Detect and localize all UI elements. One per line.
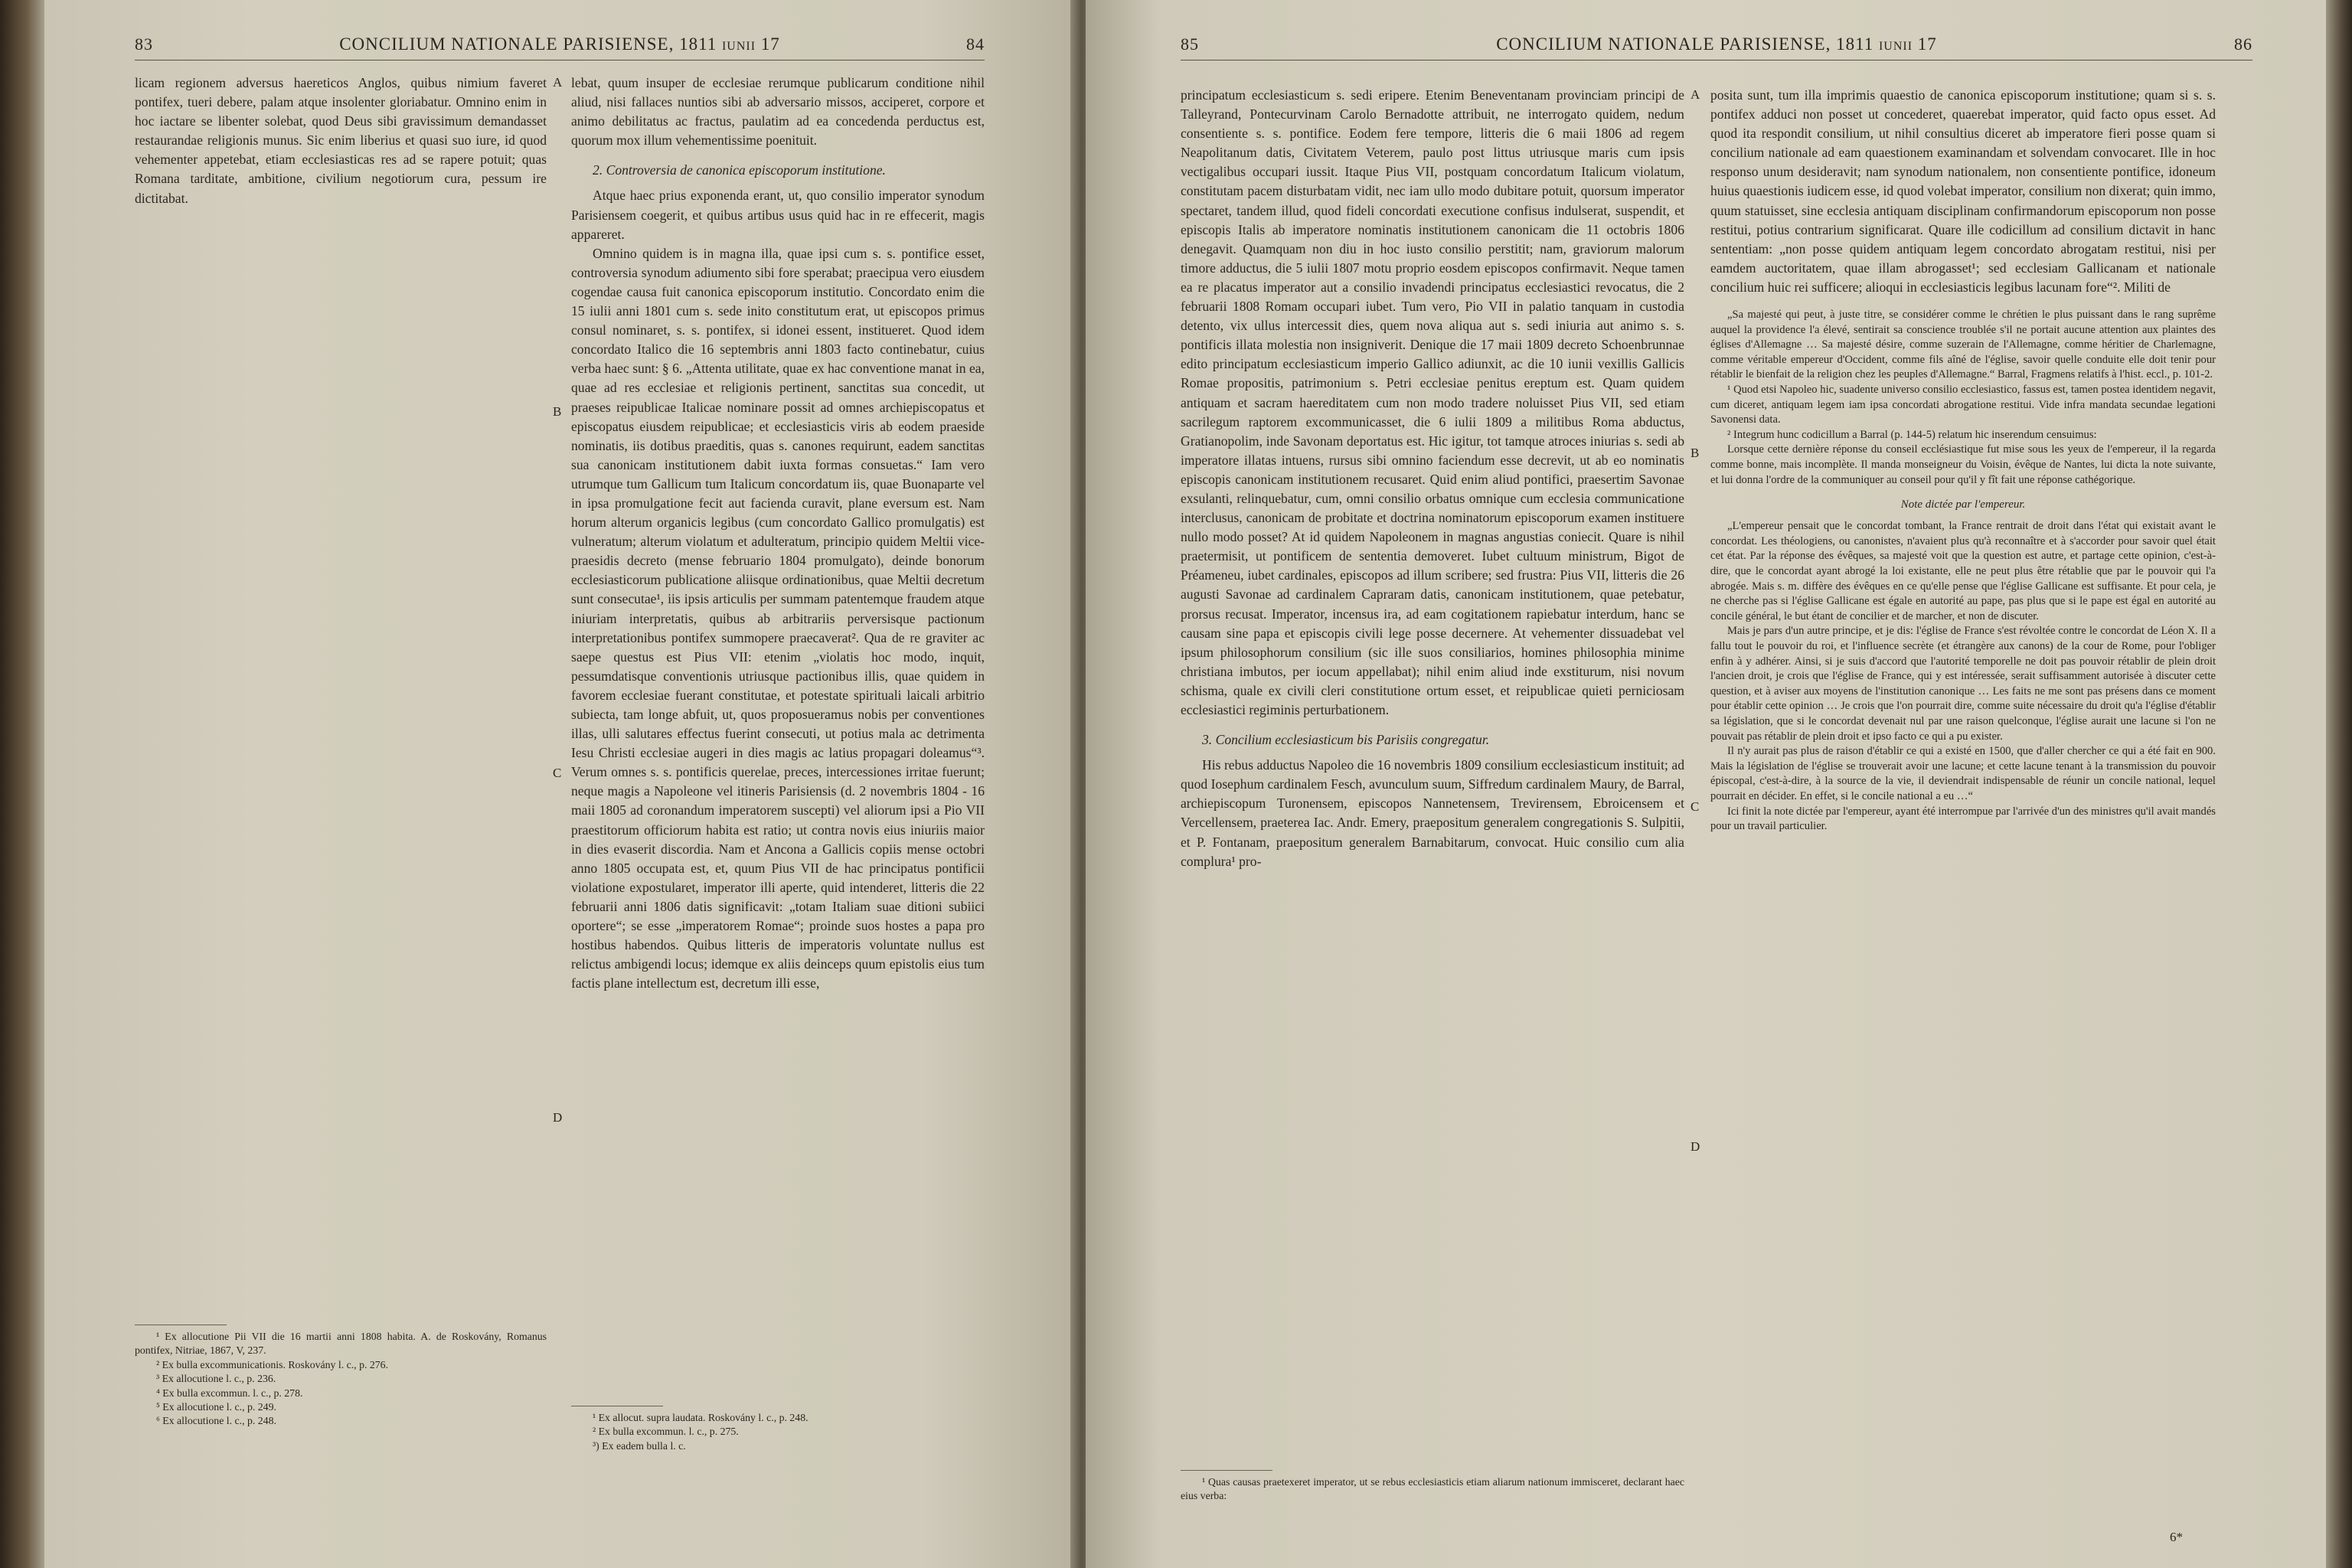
- left-column-1-footnotes: [135, 1325, 547, 1516]
- french-note: Il n'y aurait pas plus de raison d'établir ce qui a existé en 1500, que d'aller chercher ce qui a été fait en 900. Mais la législation de l'église se trouverait avoir une lacune; et cette lacune tenant à la transmission du pouvoir épiscopal, c'est-à-dire, à la source de la vie, il deviendrait indispensable de réunir un concile national, lequel pourrait en décider. En effet, si le concile national a eu …“: [1710, 745, 2216, 802]
- book-edge-left: [0, 0, 44, 1568]
- french-note: Mais je pars d'un autre principe, et je dis: l'église de France s'est révoltée contre le concordat de Léon X. Il a fallu tout le pouvoir du roi, et l'influence secrète (et étrangère aux canons) de la cour de Rome, pour l'obliger enfin à y adhérer. Ainsi, si je suis d'accord que l'autorité temporelle ne doit pas pouvoir rétablir de plein droit l'ancien droit, je crois que l'église de France, qui y est intéressée, serait suffisamment autorisée à discuter cette question, et à aviser aux moyens de l'institution canonique … Les faits ne me sont pas présens dans ce moment pour établir cette opinion … Je crois que l'on pourrait dire, comme suite nécessaire du droit qu'a l'église d'établir sa législation, que si le concordat devenait nul par une raison quelconque, l'église aurait une lacune si l'on ne pouvait pas rétablir de plein droit et ipso facto ce qui a pu exister.: [1710, 625, 2216, 743]
- margin-letter-c: C: [1690, 799, 1700, 814]
- signature-mark: 6*: [2170, 1530, 2183, 1544]
- footnote: ³ Ex allocutione l. c., p. 236.: [156, 1373, 276, 1385]
- french-note: „Sa majesté qui peut, à juste titre, se considérer comme le chrétien le plus puissant dans le rang suprême auquel la providence l'a élevé, sentirait sa conscience troublée s'il ne portait aucune attention aux plaintes des églises d'Allemagne … Sa majesté désire, comme suzerain de l'Allemagne, comme héritier de Charlemagne, comme véritable empereur d'Occident, comme fils aîné de l'église, savoir quelle conduite elle doit tenir pour rétablir le bienfait de la religion chez les peuples d'Allemagne.“ Barral, Fragmens relatifs à l'hist. eccl., p. 101-2.: [1710, 309, 2216, 381]
- paragraph: posita sunt, tum illa imprimis quaestio de canonica episcoporum institutione; quam si s. s. pontifex adduci non posset ut concederet, quaerebat imperator, quid facto opus esset. Ad quod ita respondit consilium, ut nihil consultius diceret ab imperatore fieri posse quam si concilium nationale ad eam quaestionem examinandam et solvendam convocaret. Ille in hoc responso unum desideravit; nam synodum nationalem, non consentiente pontifice, idoneum huius quaestionis iudicem esse, id quod volebat imperator, consilium non dixerat; quin immo, quum statuisset, sine ecclesia antiquam disciplinam confirmandorum episcoporum non posse restitui, potius contrarium significarat. Quare ille codicillum ad consilium dictavit in hanc sententiam: „non posse quidem antiquam legem concordato abrogatam restitui, nisi per eamdem auctoritatem, quae illam abrogasset¹; sed ecclesiam Gallicanam et nationale concilium huic rei sufficere; alioqui in ecclesiasticis legibus lacunam fore“². Militi de: [1710, 87, 2216, 295]
- left-running-head: [135, 29, 985, 60]
- footnote: ⁵ Ex allocutione l. c., p. 249.: [156, 1401, 276, 1413]
- footnote: ¹ Quas causas praetexeret imperator, ut se rebus ecclesiasticis etiam aliarum nationum immisceret, declarant haec eius verba:: [1181, 1476, 1684, 1502]
- note-heading: Note dictée par l'empereur.: [1900, 498, 2026, 511]
- right-column-1-footnotes: [1181, 1470, 1684, 1531]
- french-note: ¹ Quod etsi Napoleo hic, suadente universo consilio ecclesiastico, fassus est, tamen postea identidem negavit, cum diceret, antiquam legem iam ipsa concordati abrogatione restitui. Vide infra mandata secundae legationi Savonensi data.: [1710, 384, 2216, 426]
- right-column-1: [1181, 86, 1684, 1464]
- french-note: Lorsque cette dernière réponse du conseil ecclésiastique fut mise sous les yeux de l'empereur, il la regarda comme bonne, mais incomplète. Il manda monseigneur du Voisin, évêque de Nantes, lui dicta la note suivante, et lui donna l'ordre de la communiquer au conseil pour qu'il y fît fait une réponse cathégorique.: [1710, 443, 2216, 486]
- book-edge-right: [2326, 0, 2352, 1568]
- margin-letter-a: A: [553, 75, 563, 90]
- footnote: ¹ Ex allocutione Pii VII die 16 martii anni 1808 habita. A. de Roskovány, Romanus pontifex, Nitriae, 1867, V, 237.: [135, 1331, 547, 1357]
- page-number-86: 86: [2234, 34, 2252, 54]
- right-page: [1086, 0, 2326, 1568]
- margin-letter-d: D: [553, 1110, 563, 1125]
- section-heading-2: 2. Controversia de canonica episcoporum institutione.: [593, 162, 886, 178]
- paragraph: principatum ecclesiasticum s. sedi eripere. Etenim Beneventanam provinciam principi de Talleyrand, Pontecurvinam Carolo Bernadotte attribuit, ne interrogato quidem, nedum consentiente s. s. pontifice. Eodem fere tempore, litteris die 6 maii 1806 ad regem Neapolitanum datis, Civitatem Veterem, paulo post littus utriusque maris cum ipsis vectigalibus occupari iussit. Itaque Pius VII, postquam concordatum Italicum violatum, constitutam pacem disturbatam vidit, nec iam ullo modo dubitare potuit, quorsum imperator spectaret, tandem illud, quod fideli concordati executione confisus indulserat, suspendit, et episcopis Italis ab imperatore nominatis institutionem canonicam die 11 octobris 1806 denegavit. Quamquam non diu in hoc iusto consilio perstitit; nam, graviorum malorum timore adductus, die 5 iulii 1807 motu proprio eosdem episcopos confirmavit. Neque tamen ea re placatus imperator aut a consilio invadendi principatus ecclesiastici revocatus, die 2 februarii 1808 Romam occupari iubet. Tum vero, Pio VII in palatio tanquam in custodia detento, vix ullus intercessit dies, quem nova aliqua aut s. sedi iniuria aut animo s. s. pontificis illata molestia non insigniverit. Denique die 17 maii 1809 decreto Schoenbrunnae edito principatum ecclesiasticum imperio Gallico adiunxit, ac die 10 iunii vexillis Gallicis Romae propositis, patrimonium s. Petri ecclesiae penitus ereptum est. Quam quidem antiquam et sacram haereditatem cum non modo tradere noluisset Pius VII, sed etiam sacrilegum raptorem excommunicasset, die 6 iulii 1809 a militibus Roma abductus, Gratianopolim, inde Savonam deportatus est. Hic igitur, tot tamque atroces iniurias s. sedi ab imperatore illatas intuens, rursus sibi omnino faciendum esse decrevit, ut ab eo nominatis episcopis canonicam institutionem recusaret. Quid enim aliud pontifici, praesertim Savonae exsulanti, relinquebatur, cum, omni consilio orbatus omnique cum ecclesia communicatione interclusus, canonicam de probitate et doctrina nominatorum episcoporum examen instituere nullo modo posset? At id quidem Napoleonem in magnas angustias coniecit. Quare is nihil praetermisit, ut pontificem de sententia demoveret. Iubet cultuum ministrum, Bigot de Préameneu, iubet cardinales, episcopos ad illum scribere; sed frustra: Pius VII, litteris die 26 augusti Savonae ad cardinalem Capraram datis, canonicam institutionem, quae petebatur, prorsus recusat. Imperator, incensus ira, ad eam cogitationem rapiebatur interdum, hanc se causam sine papa et episcopis civili lege posse decernere. At vehementer dissuadebat vel ipsum philosophorum consilium (sic ille suos consiliarios, homines philosophia minime christiana imbutos, per iocum appellabat); nihil enim aliud inde exstiturum, nisi novum schisma, quale ex civili cleri constitutione ortum esset, et reipublicae quieti perniciosam ecclesiastici regiminis perturbationem.: [1181, 87, 1684, 717]
- paragraph: Omnino quidem is in magna illa, quae ipsi cum s. s. pontifice esset, controversia synodum adiumento sibi fore sperabat; praecipua vero eiusdem cogendae causa fuit canonica episcoporum institutio. Concordato enim die 15 iulii anni 1801 cum s. sede inito constitutum erat, ut episcopos primus consul nominaret, s. s. pontifex, si idonei essent, institueret. Quod idem concordato Italico die 16 septembris anni 1803 facto continebatur, cuius verba haec sunt: § 6. „Attenta utilitate, quae ex hac conventione manat in ea, quae ad res ecclesiae et religionis pertinent, sanctitas sua concedit, ut praeses reipublicae Italicae nominare possit ad omnes archiepiscopatus et episcopatus eiusdem reipublicae; et ecclesiasticis viris ab eodem praeside nominatis, iis dotibus praeditis, quas s. canones requirunt, eadem sanctitas sua canonicam institutionem dabit iuxta formas consuetas.“ Iam vero utrumque tum Gallicum tum Italicum concordatum iis, quae Buonaparte vel in ipsa promulgatione fecit aut facienda curavit, plane eversum est. Nam horum alterum organicis legibus (cum concordato Gallico promulgatis) est vulneratum; alterum violatum et adulteratum, principio quidem Meltii vice-praesidis decreto (mense februario 1804 promulgato), deinde bonorum ecclesiasticorum publicatione aliisque ordinationibus, quae Meltii decretum sunt consecutae¹, iis ipsis articulis per summam patentemque fraudem atque iniuriam interpretatis, quibus ab arbitrariis perversisque pactionum interpretationibus pontifex summopere praecaverat². Qua de re graviter ac saepe questus est Pius VII: etenim „violatis hoc modo, inquit, pessumdatisque conventionis utriusque pactionibus illis, quae quidem in favorem ecclesiae fuerant constitutae, et potestate spirituali laicali arbitrio subiecta, tam longe abfuit, ut, quos proposueramus nobis per conventiones illas, ulli salutares effectus fuerint consecuti, ut potius mala ac detrimenta Iesu Christi ecclesiae augeri in dies magis ac latius propagari doleamus“³. Verum omnes s. s. pontificis querelae, preces, intercessiones irritae fuerunt; neque magis a Napoleone vel itineris Parisiensis (d. 2 novembris 1804 - 16 maii 1805 ad coronandum imperatorem suscepti) vel aliorum ipsi a Pio VII praestitorum officiorum habita est ratio; ut contra novis eius iniuriis maior in dies evaserit discordia. Nam et Ancona a Gallicis copiis mense octobri anno 1805 occupata est, et, quum Pius VII de hac principatus pontificii violatione expostularet, imperator illi aperte, quid intenderet, litteris die 22 februarii anni 1806 datis significavit: „totam Italiam suae ditioni subiici oportere“; se esse „imperatorem Romae“; proinde suos hostes a papa pro hostibus habendos. Quibus litteris de imperatoris voluntate nullus est relictus ambigendi locus; idemque ex aliis deinceps quum epistolis eius tum factis plane intellectum est, decretum illi esse,: [571, 245, 985, 991]
- margin-letter-d: D: [1690, 1139, 1700, 1154]
- margin-letter-a: A: [1690, 87, 1700, 102]
- margin-letter-b: B: [1690, 446, 1700, 460]
- section-heading-3: 3. Concilium ecclesiasticum bis Parisiis congregatur.: [1202, 732, 1490, 748]
- running-title: CONCILIUM NATIONALE PARISIENSE, 1811 iunii 17: [339, 34, 780, 54]
- paragraph: licam regionem adversus haereticos Anglos, quibus nimium faveret pontifex, tueri debere, palam atque insolenter gloriabatur. Omnino enim in hoc iactare se libenter solebat, quod Deus sibi gravissimum demandasset restaurandae religionis munus. Sic enim liberius et quasi suo iure, id quod vehementer appetebat, etiam ecclesiasticas res ad se rapere potuit; quas Romana tarditate, ambitione, civilium negotiorum cura, pessum ire dictitabat.: [135, 75, 547, 206]
- footnote-rule: [1181, 1470, 1272, 1471]
- footnote: ³) Ex eadem bulla l. c.: [593, 1439, 686, 1452]
- right-running-head: [1181, 29, 2252, 60]
- margin-letter-c: C: [553, 766, 562, 780]
- footnote: ⁶ Ex allocutione l. c., p. 248.: [156, 1415, 276, 1427]
- right-column-2: [1710, 86, 2216, 1525]
- footnote: ² Ex bulla excommun. l. c., p. 275.: [593, 1426, 739, 1438]
- running-title: CONCILIUM NATIONALE PARISIENSE, 1811 iunii 17: [1496, 34, 1937, 54]
- footnote: ¹ Ex allocut. supra laudata. Roskovány l. c., p. 248.: [593, 1412, 808, 1423]
- french-note: „L'empereur pensait que le concordat tombant, la France rentrait de droit dans l'état qui existait avant le concordat. Les théologiens, ou canonistes, n'avaient plus qu'à reconnaître et à s'accorder pour savoir quel était cet état. Par la réponse des évêques, sa majesté voit que la question est autre, et partage cette opinion, c'est-à-dire, que le concordat ayant abrogé la loi existante, elle ne peut plus être rétablie que par le pouvoir qui l'a abrogée. Mais s. m. diffère des évêques en ce qu'elle pense que l'église Gallicane est suffisante. Et pour cela, je ne cherche pas si l'église Gallicane est égale en autorité au pape, pas plus que si le pape est égal en autorité au concile général, le but étant de concilier et de marcher, et non de discuter.: [1710, 520, 2216, 622]
- left-column-2-footnotes: [571, 1406, 985, 1498]
- margin-letter-b: B: [553, 404, 562, 419]
- page-number-83: 83: [135, 34, 153, 54]
- footnote: ⁴ Ex bulla excommun. l. c., p. 278.: [156, 1387, 303, 1399]
- left-page: [44, 0, 1080, 1568]
- french-note: Ici finit la note dictée par l'empereur, ayant été interrompue par l'arrivée d'un des ministres qu'il avait mandés pour un travail particulier.: [1710, 805, 2216, 833]
- footnote: ² Ex bulla excommunicationis. Roskovány l. c., p. 276.: [156, 1358, 389, 1370]
- left-column-1: [135, 74, 547, 1306]
- paragraph: lebat, quum insuper de ecclesiae rerumque publicarum conditione nihil aliud, nisi fallaces nuntios sibi ab adversario missos, acciperet, corpore et animo debilitatus ac fractus, paulatim ad ea concedenda perductus est, quorum mox illum vehementissime poenituit.: [571, 75, 985, 149]
- page-number-84: 84: [966, 34, 985, 54]
- paragraph: His rebus adductus Napoleo die 16 novembris 1809 consilium ecclesiasticum instituit; ad quod Iosephum cardinalem Fesch, avunculum suum, Siffredum cardinalem Maury, de Barral, archiepiscopum Turonensem, episcopos Nannetensem, Trevirensem, Ebroicensem et Vercellensem, praeterea Iac. Andr. Emery, praepositum generalem congregationis S. Sulpitii, et P. Fontanam, praepositum generalem Barnabitarum, convocat. Huic consilio cum alia complura¹ pro-: [1181, 757, 1684, 869]
- paragraph: Atque haec prius exponenda erant, ut, quo consilio imperator synodum Parisiensem coegerit, et quibus artibus usus quid hac in re effecerit, magis appareret.: [571, 188, 985, 242]
- page-number-85: 85: [1181, 34, 1199, 54]
- left-column-2: [571, 74, 985, 1390]
- french-note: ² Integrum hunc codicillum a Barral (p. 144-5) relatum hic inserendum censuimus:: [1727, 428, 2097, 441]
